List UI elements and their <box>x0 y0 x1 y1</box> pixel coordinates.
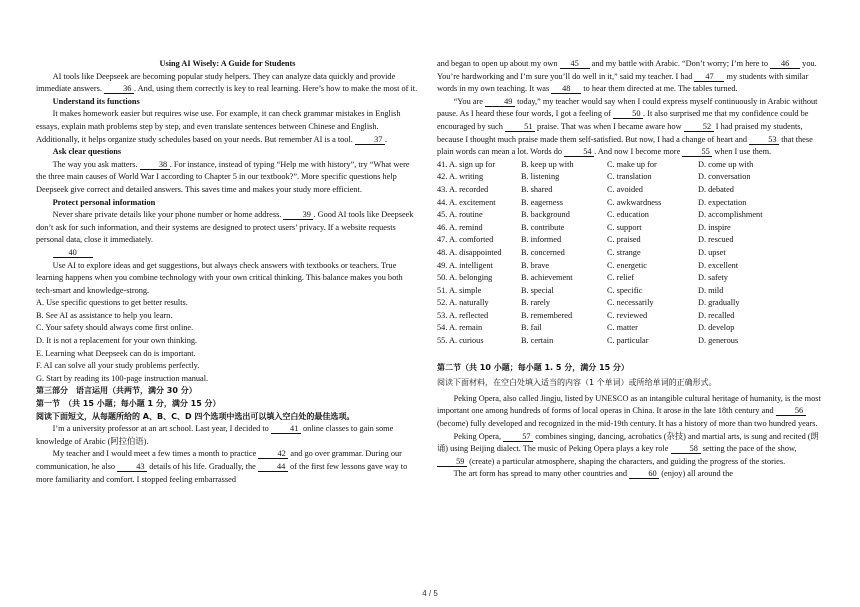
choice-54-c: C. matter <box>607 323 638 333</box>
choice-54-a: 54. A. remain <box>437 323 483 333</box>
choice-45-d: D. accomplishment <box>698 210 763 220</box>
option-c: C. Your safety should always come first online. <box>36 323 194 333</box>
blank-51: 51 <box>505 122 535 132</box>
blank-36: 36 <box>104 84 134 94</box>
paragraph-functions: It makes homework easier but requires wise use. For example, it can check grammar mistakes in English essays, explain math problems step by step, and even translate sentences between Chinese and English. Additionally, it helps organize study schedules based on your needs. But remember AI is a tool. 37 . <box>36 109 401 144</box>
choice-47-d: D. rescued <box>698 235 734 245</box>
blank-45: 45 <box>560 59 590 69</box>
choice-49-c: C. energetic <box>607 260 647 270</box>
story-paragraph-4: “You are 49 today,” my teacher would say when I could express myself continuously in Arabic without pause. As I heard these four words, I got a feeling of 50 . It also surprised me that my confidence could be encouraged by such 51 praise. That was when I became aware how 52 I had praised my students, because I thought much praise made them self-satisfied. But now, I had a change of heart and 53 that these plain words can mean a lot. Words do 54 . And now I become more 55 when I use them. <box>437 96 818 157</box>
choice-47-b: B. informed <box>521 235 562 245</box>
choice-46-d: D. inspire <box>698 222 731 232</box>
choice-41-d: D. come up with <box>698 159 754 169</box>
option-e: E. Learning what Deepseek can do is important. <box>36 348 196 358</box>
choice-44-c: C. awkwardness <box>607 197 662 207</box>
choice-51-a: 51. A. simple <box>437 285 482 295</box>
choice-52-d: D. gradually <box>698 298 740 308</box>
choice-49-d: D. excellent <box>698 260 739 270</box>
heading-privacy: Protect personal information <box>52 197 156 207</box>
choice-45-b: B. background <box>521 210 570 220</box>
passage-title: Using AI Wisely: A Guide for Students <box>159 59 296 68</box>
choice-43-a: 43. A. recorded <box>437 184 489 194</box>
choice-45-a: 45. A. routine <box>437 210 483 220</box>
opera-paragraph-1: Peking Opera, also called Jingju, listed by UNESCO as an intangible cultural heritage of humanity, is the most important one among hundreds of forms of local operas in China. It arose in the late 18th century and 56 (become) fully developed and recognized in the mid-19th century. It has a history of more than two hundred years. <box>437 393 821 429</box>
choice-42-b: B. listening <box>521 172 560 182</box>
choice-42-d: D. conversation <box>698 172 751 182</box>
choice-55-d: D. generous <box>698 336 739 346</box>
choice-49-a: 49. A. intelligent <box>437 260 493 270</box>
choice-54-b: B. fail <box>521 323 542 333</box>
choice-43-d: D. debated <box>698 184 734 194</box>
choice-51-b: B. special <box>521 285 554 295</box>
blank-46: 46 <box>770 59 800 69</box>
paragraph-balance: Use AI to explore ideas and get suggestions, but always check answers with textbooks or teachers. True learning happens when you combine technology with your own critical thinking. This balance makes you both tech-smart and knowledge-strong. <box>36 260 403 295</box>
choice-41-a: 41. A. sign up for <box>437 159 496 169</box>
blank-38: 38 <box>140 160 170 170</box>
option-a: A. Use specific questions to get better results. <box>36 298 188 308</box>
section-one-instruction: 阅读下面短文，从每题所给的 A、B、C、D 四个选项中选出可以填入空白处的最佳选项。 <box>36 411 355 421</box>
blank-56: 56 <box>776 406 806 416</box>
choice-53-d: D. recalled <box>698 310 735 320</box>
choice-48-a: 48. A. disappointed <box>437 247 502 257</box>
choice-46-a: 46. A. remind <box>437 222 483 232</box>
blank-57: 57 <box>503 432 533 442</box>
choice-48-b: B. concerned <box>521 247 565 257</box>
choice-41-c: C. make up for <box>607 159 657 169</box>
choice-47-c: C. praised <box>607 235 641 245</box>
choice-48-d: D. upset <box>698 247 726 257</box>
choice-52-c: C. necessarily <box>607 298 654 308</box>
choice-45-c: C. education <box>607 210 649 220</box>
choice-44-b: B. eagerness <box>521 197 563 207</box>
choice-55-b: B. certain <box>521 336 554 346</box>
left-column <box>36 58 419 486</box>
paragraph-questions: The way you ask matters. 38 . For instance, instead of typing “Help me with history”, try “What were the three main causes of World War I according to Chapter 5 in our textbook?”. More specific questions help Deepseek give correct and detailed answers. This saves time and makes your study more efficient. <box>36 159 410 194</box>
choice-46-b: B. contribute <box>521 222 565 232</box>
blank-41: 41 <box>271 424 301 434</box>
choice-49-b: B. brave <box>521 260 550 270</box>
part-three-heading: 第三部分 语言运用（共两节，满分 30 分） <box>36 386 197 396</box>
choice-50-b: B. achievement <box>521 273 573 283</box>
choice-44-d: D. expectation <box>698 197 747 207</box>
blank-39: 39 <box>283 210 313 220</box>
choice-42-a: 42. A. writing <box>437 172 484 182</box>
choice-47-a: 47. A. comforted <box>437 235 494 245</box>
blank-54: 54 <box>564 147 594 157</box>
blank-52: 52 <box>684 122 714 132</box>
choice-42-c: C. translation <box>607 172 652 182</box>
answer-choices-table <box>437 159 821 348</box>
blank-55: 55 <box>682 147 712 157</box>
blank-47: 47 <box>694 72 724 82</box>
section-two-heading: 第二节（共 10 小题；每小题 1. 5 分，满分 15 分） <box>437 362 629 372</box>
choice-53-a: 53. A. reflected <box>437 310 489 320</box>
choice-46-c: C. support <box>607 222 642 232</box>
blank-59: 59 <box>437 457 467 467</box>
blank-43: 43 <box>117 462 147 472</box>
story-paragraph-1: I’m a university professor at an art school. Last year, I decided to 41 online classes to gain some knowledge of Arabic (阿拉伯语). <box>36 424 394 446</box>
section-two-instruction: 阅读下面材料，在空白处填入适当的内容（1 个单词）或所给单词的正确形式。 <box>437 378 717 388</box>
option-b: B. See AI as assistance to help you learn. <box>36 310 173 320</box>
opera-paragraph-3: The art form has spread to many other countries and 60 (enjoy) all around the <box>453 469 733 479</box>
choice-52-a: 52. A. naturally <box>437 298 489 308</box>
blank-60: 60 <box>629 469 659 479</box>
choice-53-b: B. remembered <box>521 310 573 320</box>
blank-40-line <box>36 247 419 260</box>
option-g: G. Start by reading its 100-page instruction manual. <box>36 373 209 383</box>
paragraph-privacy: Never share private details like your phone number or home address. 39 . Good AI tools like Deepseek don’t ask for such information, and their systems are designed to protect users’ privacy. If a website requests personal data, close it immediately. <box>36 210 414 245</box>
blank-40: 40 <box>53 248 93 258</box>
choice-53-c: C. reviewed <box>607 310 648 320</box>
blank-49: 49 <box>485 97 515 107</box>
choice-50-a: 50. A. belonging <box>437 273 493 283</box>
blank-50: 50 <box>613 109 643 119</box>
section-one-heading: 第一节 （共 15 小题；每小题 1 分，满分 15 分） <box>36 399 221 409</box>
blank-48: 48 <box>551 84 581 94</box>
story-paragraph-2: My teacher and I would meet a few times a month to practice 42 and go over grammar. During our communication, he also 43 details of his life. Gradually, the 44 of the first few lessons gave way to more familiarity and comfort. I stopped feeling embarrassed <box>36 449 408 484</box>
choice-50-c: C. relief <box>607 273 635 283</box>
choice-55-c: C. particular <box>607 336 649 346</box>
choice-44-a: 44. A. excitement <box>437 197 496 207</box>
choice-52-b: B. rarely <box>521 298 551 308</box>
blank-42: 42 <box>258 449 288 459</box>
choice-41-b: B. keep up with <box>521 159 574 169</box>
story-paragraph-3: and began to open up about my own 45 and my battle with Arabic. “Don’t worry; I’m here to 46 you. You’re hardworking and I’m sure you’ll do well in it,” said my teacher. I had 47 my students with similar words in my own teaching. It was 48 to hear them directed at me. The tables turned. <box>437 59 817 94</box>
blank-53: 53 <box>749 135 779 145</box>
option-d: D. It is not a replacement for your own thinking. <box>36 336 198 346</box>
choice-48-c: C. strange <box>607 247 641 257</box>
choice-54-d: D. develop <box>698 323 735 333</box>
choice-43-b: B. shared <box>521 184 553 194</box>
page-number: 4 / 5 <box>422 589 438 598</box>
option-f: F. AI can solve all your study problems perfectly. <box>36 361 200 371</box>
blank-58: 58 <box>671 444 701 454</box>
choice-50-d: D. safety <box>698 273 728 283</box>
opera-paragraph-2: Peking Opera, 57 combines singing, dancing, acrobatics (杂技) and martial arts, is sung and recited (朗诵) using Beijing dialect. The music of Peking Opera plays a key role 58 setting the pace of the show, 59 (create) a particular atmosphere, shaping the characters, and guiding the progress of the stories. <box>437 431 819 466</box>
blank-37: 37 <box>355 135 385 145</box>
choice-43-c: C. avoided <box>607 184 643 194</box>
heading-functions: Understand its functions <box>52 96 140 106</box>
choice-51-c: C. specific <box>607 285 643 295</box>
right-column <box>437 58 821 481</box>
choice-51-d: D. mild <box>698 285 724 295</box>
choice-55-a: 55. A. curious <box>437 336 484 346</box>
intro-paragraph: AI tools like Deepseek are becoming popular study helpers. They can analyze data quickly and provide immediate answers. 36 . And, using them correctly is key to real learning. Here’s how to make the most of it. <box>36 71 418 94</box>
blank-44: 44 <box>258 462 288 472</box>
heading-questions: Ask clear questions <box>52 147 122 157</box>
